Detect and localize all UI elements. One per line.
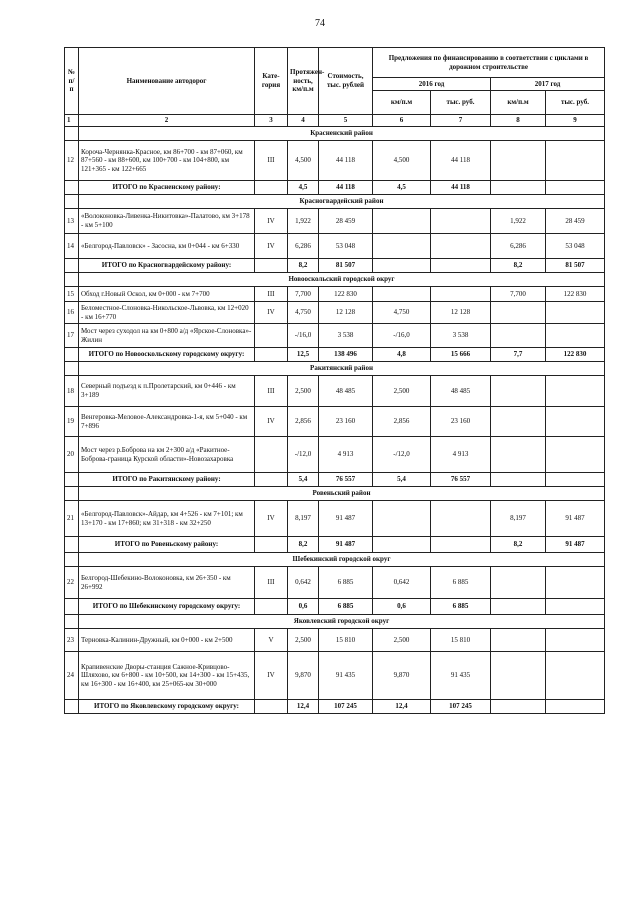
cost: 138 496	[319, 348, 373, 362]
km-2016: 4,5	[373, 181, 431, 195]
rub-2016: 6 885	[431, 599, 491, 615]
length: 7,700	[288, 287, 319, 302]
km-2017	[491, 181, 546, 195]
length: 12,4	[288, 700, 319, 714]
length: 12,5	[288, 348, 319, 362]
total-label: ИТОГО по Красненскому району:	[79, 181, 255, 195]
rub-2017	[546, 599, 605, 615]
road-name: Северный подъезд к п.Пролетарский, км 0+446 - км 3+189	[79, 376, 255, 407]
rub-2016: 12 128	[431, 302, 491, 324]
total-row	[65, 348, 605, 362]
road-name: Обход г.Новый Оскол, км 0+000 - км 7+700	[79, 287, 255, 302]
row-number: 17	[65, 324, 79, 348]
km-2017: 7,7	[491, 348, 546, 362]
rub-2017	[546, 407, 605, 437]
total-label: ИТОГО по Новооскольскому городскому округу:	[79, 348, 255, 362]
table-body	[65, 127, 605, 714]
table-row	[65, 567, 605, 599]
km-2017	[491, 652, 546, 700]
cost: 28 459	[319, 209, 373, 234]
rub-2016: 44 118	[431, 141, 491, 181]
km-2016	[373, 209, 431, 234]
km-2016	[373, 287, 431, 302]
length: 1,922	[288, 209, 319, 234]
column-index: 5	[319, 115, 373, 127]
rub-2017	[546, 567, 605, 599]
rub-2016: 48 485	[431, 376, 491, 407]
length: 6,286	[288, 234, 319, 259]
header-category: Кате-гория	[255, 48, 288, 115]
section-title: Новооскольский городской округ	[79, 273, 605, 287]
road-name: Терновка-Калинин-Дружный, км 0+000 - км 2+500	[79, 629, 255, 652]
km-2016: 0,642	[373, 567, 431, 599]
km-2016: 5,4	[373, 473, 431, 487]
length: 8,197	[288, 501, 319, 537]
section-row	[65, 127, 605, 141]
table-row	[65, 407, 605, 437]
length: -/12,0	[288, 437, 319, 473]
section-row	[65, 362, 605, 376]
row-number: 22	[65, 567, 79, 599]
category: IV	[255, 234, 288, 259]
category	[255, 259, 288, 273]
km-2016: 12,4	[373, 700, 431, 714]
km-2016	[373, 537, 431, 553]
km-2016: 0,6	[373, 599, 431, 615]
rub-2016: 15 810	[431, 629, 491, 652]
cost: 44 118	[319, 141, 373, 181]
row-number: 19	[65, 407, 79, 437]
row-number	[65, 181, 79, 195]
total-row	[65, 181, 605, 195]
rub-2017	[546, 376, 605, 407]
road-name: Мост через р.Боброва на км 2+300 а/д «Ракитное-Боброва-граница Курской области»-Новозахаровка	[79, 437, 255, 473]
header-trub-2017: тыс. руб.	[546, 91, 605, 115]
rub-2017: 28 459	[546, 209, 605, 234]
km-2016: 2,500	[373, 629, 431, 652]
rub-2017: 81 507	[546, 259, 605, 273]
section-row	[65, 553, 605, 567]
cost: 81 507	[319, 259, 373, 273]
category: III	[255, 141, 288, 181]
length: 8,2	[288, 259, 319, 273]
km-2016	[373, 259, 431, 273]
road-name: Беломестное-Слоновка-Никольское-Львовка, км 12+020 - км 16+770	[79, 302, 255, 324]
cost: 15 810	[319, 629, 373, 652]
row-number: 21	[65, 501, 79, 537]
km-2017	[491, 302, 546, 324]
category: III	[255, 287, 288, 302]
cost: 23 160	[319, 407, 373, 437]
road-name: Крапивенские Дворы-станция Сажное-Кривцово-Шляхово, км 6+800 - км 10+500, км 14+300 - км 15+435, км 16+300 - км 16+400, км 25+065-км 30+000	[79, 652, 255, 700]
column-index: 9	[546, 115, 605, 127]
total-row	[65, 599, 605, 615]
km-2016	[373, 234, 431, 259]
cost: 53 048	[319, 234, 373, 259]
km-2017: 6,286	[491, 234, 546, 259]
row-number: 23	[65, 629, 79, 652]
category: IV	[255, 302, 288, 324]
km-2016	[373, 501, 431, 537]
length: 4,5	[288, 181, 319, 195]
km-2017	[491, 141, 546, 181]
header-trub-2016: тыс. руб.	[431, 91, 491, 115]
rub-2016: 76 557	[431, 473, 491, 487]
table-row	[65, 209, 605, 234]
header-cost: Стоимость, тыс. рублей	[319, 48, 373, 115]
rub-2017	[546, 181, 605, 195]
rub-2016: 91 435	[431, 652, 491, 700]
km-2016: 4,8	[373, 348, 431, 362]
rub-2016: 4 913	[431, 437, 491, 473]
length: 9,870	[288, 652, 319, 700]
cost: 107 245	[319, 700, 373, 714]
rub-2017: 122 830	[546, 287, 605, 302]
cost: 6 885	[319, 599, 373, 615]
road-name: Короча-Чернянка-Красное, км 86+700 - км 87+060, км 87+560 - км 88+600, км 100+700 - км 104+800, км 121+365 - км 122+665	[79, 141, 255, 181]
rub-2017: 91 487	[546, 537, 605, 553]
cost: 91 487	[319, 501, 373, 537]
rub-2016: 23 160	[431, 407, 491, 437]
row-number: 18	[65, 376, 79, 407]
category	[255, 599, 288, 615]
empty-cell	[65, 362, 79, 376]
section-title: Ровеньский район	[79, 487, 605, 501]
table-row	[65, 501, 605, 537]
header-proposals: Предложения по финансированию в соответствии с циклами в дорожном строительстве	[373, 48, 605, 78]
column-index: 3	[255, 115, 288, 127]
financing-table	[64, 47, 605, 714]
row-number	[65, 259, 79, 273]
length: 4,750	[288, 302, 319, 324]
column-index: 1	[65, 115, 79, 127]
rub-2017: 91 487	[546, 501, 605, 537]
rub-2016: 44 118	[431, 181, 491, 195]
category: IV	[255, 407, 288, 437]
cost: 4 913	[319, 437, 373, 473]
km-2017	[491, 629, 546, 652]
section-row	[65, 195, 605, 209]
km-2017	[491, 473, 546, 487]
category: V	[255, 629, 288, 652]
total-label: ИТОГО по Ракитянскому району:	[79, 473, 255, 487]
km-2017	[491, 437, 546, 473]
column-index: 8	[491, 115, 546, 127]
column-index: 7	[431, 115, 491, 127]
header-kmpm-2017: км/п.м	[491, 91, 546, 115]
rub-2017: 53 048	[546, 234, 605, 259]
km-2016: 4,750	[373, 302, 431, 324]
category	[255, 700, 288, 714]
category	[255, 537, 288, 553]
column-index: 4	[288, 115, 319, 127]
road-name: «Белгород-Павловск» - Засосна, км 0+044 - км 6+330	[79, 234, 255, 259]
header-num: № п/п	[65, 48, 79, 115]
category: IV	[255, 209, 288, 234]
row-number	[65, 537, 79, 553]
row-number	[65, 473, 79, 487]
rub-2017	[546, 141, 605, 181]
rub-2017	[546, 629, 605, 652]
rub-2016	[431, 234, 491, 259]
km-2017: 8,2	[491, 259, 546, 273]
row-number: 16	[65, 302, 79, 324]
empty-cell	[65, 195, 79, 209]
table-row	[65, 302, 605, 324]
empty-cell	[65, 487, 79, 501]
header-kmpm-2016: км/п.м	[373, 91, 431, 115]
km-2017: 8,2	[491, 537, 546, 553]
section-row	[65, 615, 605, 629]
km-2017	[491, 599, 546, 615]
km-2017	[491, 700, 546, 714]
length: -/16,0	[288, 324, 319, 348]
rub-2016: 107 245	[431, 700, 491, 714]
table-row	[65, 287, 605, 302]
cost: 122 830	[319, 287, 373, 302]
section-title: Красненский район	[79, 127, 605, 141]
header-2016: 2016 год	[373, 78, 491, 91]
category	[255, 324, 288, 348]
category: III	[255, 567, 288, 599]
table-row	[65, 652, 605, 700]
table-row	[65, 629, 605, 652]
total-label: ИТОГО по Ровеньскому району:	[79, 537, 255, 553]
section-title: Шебекинский городской округ	[79, 553, 605, 567]
km-2016: -/12,0	[373, 437, 431, 473]
rub-2017: 122 830	[546, 348, 605, 362]
length: 0,6	[288, 599, 319, 615]
row-number	[65, 348, 79, 362]
table-row	[65, 324, 605, 348]
section-title: Красногвардейский район	[79, 195, 605, 209]
section-title: Яковлевский городской округ	[79, 615, 605, 629]
road-name: Белгород-Шебекино-Волоконовка, км 26+350 - км 26+992	[79, 567, 255, 599]
total-row	[65, 537, 605, 553]
row-number	[65, 700, 79, 714]
total-row	[65, 259, 605, 273]
total-label: ИТОГО по Яковлевскому городскому округу:	[79, 700, 255, 714]
column-index: 2	[79, 115, 255, 127]
cost: 3 538	[319, 324, 373, 348]
table-row	[65, 437, 605, 473]
cost: 91 435	[319, 652, 373, 700]
empty-cell	[65, 273, 79, 287]
km-2017	[491, 567, 546, 599]
rub-2017	[546, 473, 605, 487]
road-name: Венгеровка-Меловое-Александровка-1-я, км 5+040 - км 7+896	[79, 407, 255, 437]
rub-2016: 6 885	[431, 567, 491, 599]
km-2016: 9,870	[373, 652, 431, 700]
section-row	[65, 487, 605, 501]
rub-2016: 3 538	[431, 324, 491, 348]
empty-cell	[65, 615, 79, 629]
table-row	[65, 376, 605, 407]
length: 8,2	[288, 537, 319, 553]
row-number: 14	[65, 234, 79, 259]
row-number: 24	[65, 652, 79, 700]
km-2016: 2,856	[373, 407, 431, 437]
length: 2,856	[288, 407, 319, 437]
empty-cell	[65, 127, 79, 141]
km-2017	[491, 324, 546, 348]
rub-2017	[546, 700, 605, 714]
road-name: «Белгород-Павловск»-Айдар, км 4+526 - км 7+101; км 13+170 - км 17+860; км 31+318 - км 32+250	[79, 501, 255, 537]
category: IV	[255, 652, 288, 700]
rub-2016	[431, 259, 491, 273]
road-name: «Волоконовка-Ливенка-Никитовка»-Палатово, км 3+178 - км 5+100	[79, 209, 255, 234]
cost: 48 485	[319, 376, 373, 407]
km-2017	[491, 407, 546, 437]
rub-2016	[431, 287, 491, 302]
km-2016: 4,500	[373, 141, 431, 181]
column-index-row	[65, 115, 605, 127]
cost: 12 128	[319, 302, 373, 324]
length: 2,500	[288, 376, 319, 407]
km-2017: 1,922	[491, 209, 546, 234]
road-name: Мост через суходол на км 0+800 а/д «Ярское-Слоновка»-Жилин	[79, 324, 255, 348]
total-row	[65, 473, 605, 487]
length: 5,4	[288, 473, 319, 487]
rub-2017	[546, 437, 605, 473]
cost: 76 557	[319, 473, 373, 487]
row-number: 15	[65, 287, 79, 302]
table-row	[65, 141, 605, 181]
rub-2016	[431, 501, 491, 537]
category	[255, 181, 288, 195]
header-2017: 2017 год	[491, 78, 605, 91]
row-number: 13	[65, 209, 79, 234]
header-name: Наименование автодорог	[79, 48, 255, 115]
category	[255, 437, 288, 473]
km-2016: 2,500	[373, 376, 431, 407]
total-label: ИТОГО по Красногвардейскому району:	[79, 259, 255, 273]
category: IV	[255, 501, 288, 537]
row-number	[65, 599, 79, 615]
length: 0,642	[288, 567, 319, 599]
table-header	[65, 48, 605, 127]
length: 2,500	[288, 629, 319, 652]
rub-2016: 15 666	[431, 348, 491, 362]
page-number: 74	[315, 18, 325, 29]
row-number: 12	[65, 141, 79, 181]
section-title: Ракитянский район	[79, 362, 605, 376]
length: 4,500	[288, 141, 319, 181]
rub-2017	[546, 652, 605, 700]
cost: 91 487	[319, 537, 373, 553]
header-length: Протяжен-ность, км/п.м	[288, 48, 319, 115]
cost: 44 118	[319, 181, 373, 195]
rub-2017	[546, 302, 605, 324]
km-2017: 7,700	[491, 287, 546, 302]
rub-2016	[431, 537, 491, 553]
total-label: ИТОГО по Шебекинскому городскому округу:	[79, 599, 255, 615]
cost: 6 885	[319, 567, 373, 599]
section-row	[65, 273, 605, 287]
category: III	[255, 376, 288, 407]
category	[255, 348, 288, 362]
km-2016: -/16,0	[373, 324, 431, 348]
km-2017: 8,197	[491, 501, 546, 537]
column-index: 6	[373, 115, 431, 127]
km-2017	[491, 376, 546, 407]
rub-2017	[546, 324, 605, 348]
table-row	[65, 234, 605, 259]
total-row	[65, 700, 605, 714]
category	[255, 473, 288, 487]
row-number: 20	[65, 437, 79, 473]
empty-cell	[65, 553, 79, 567]
rub-2016	[431, 209, 491, 234]
